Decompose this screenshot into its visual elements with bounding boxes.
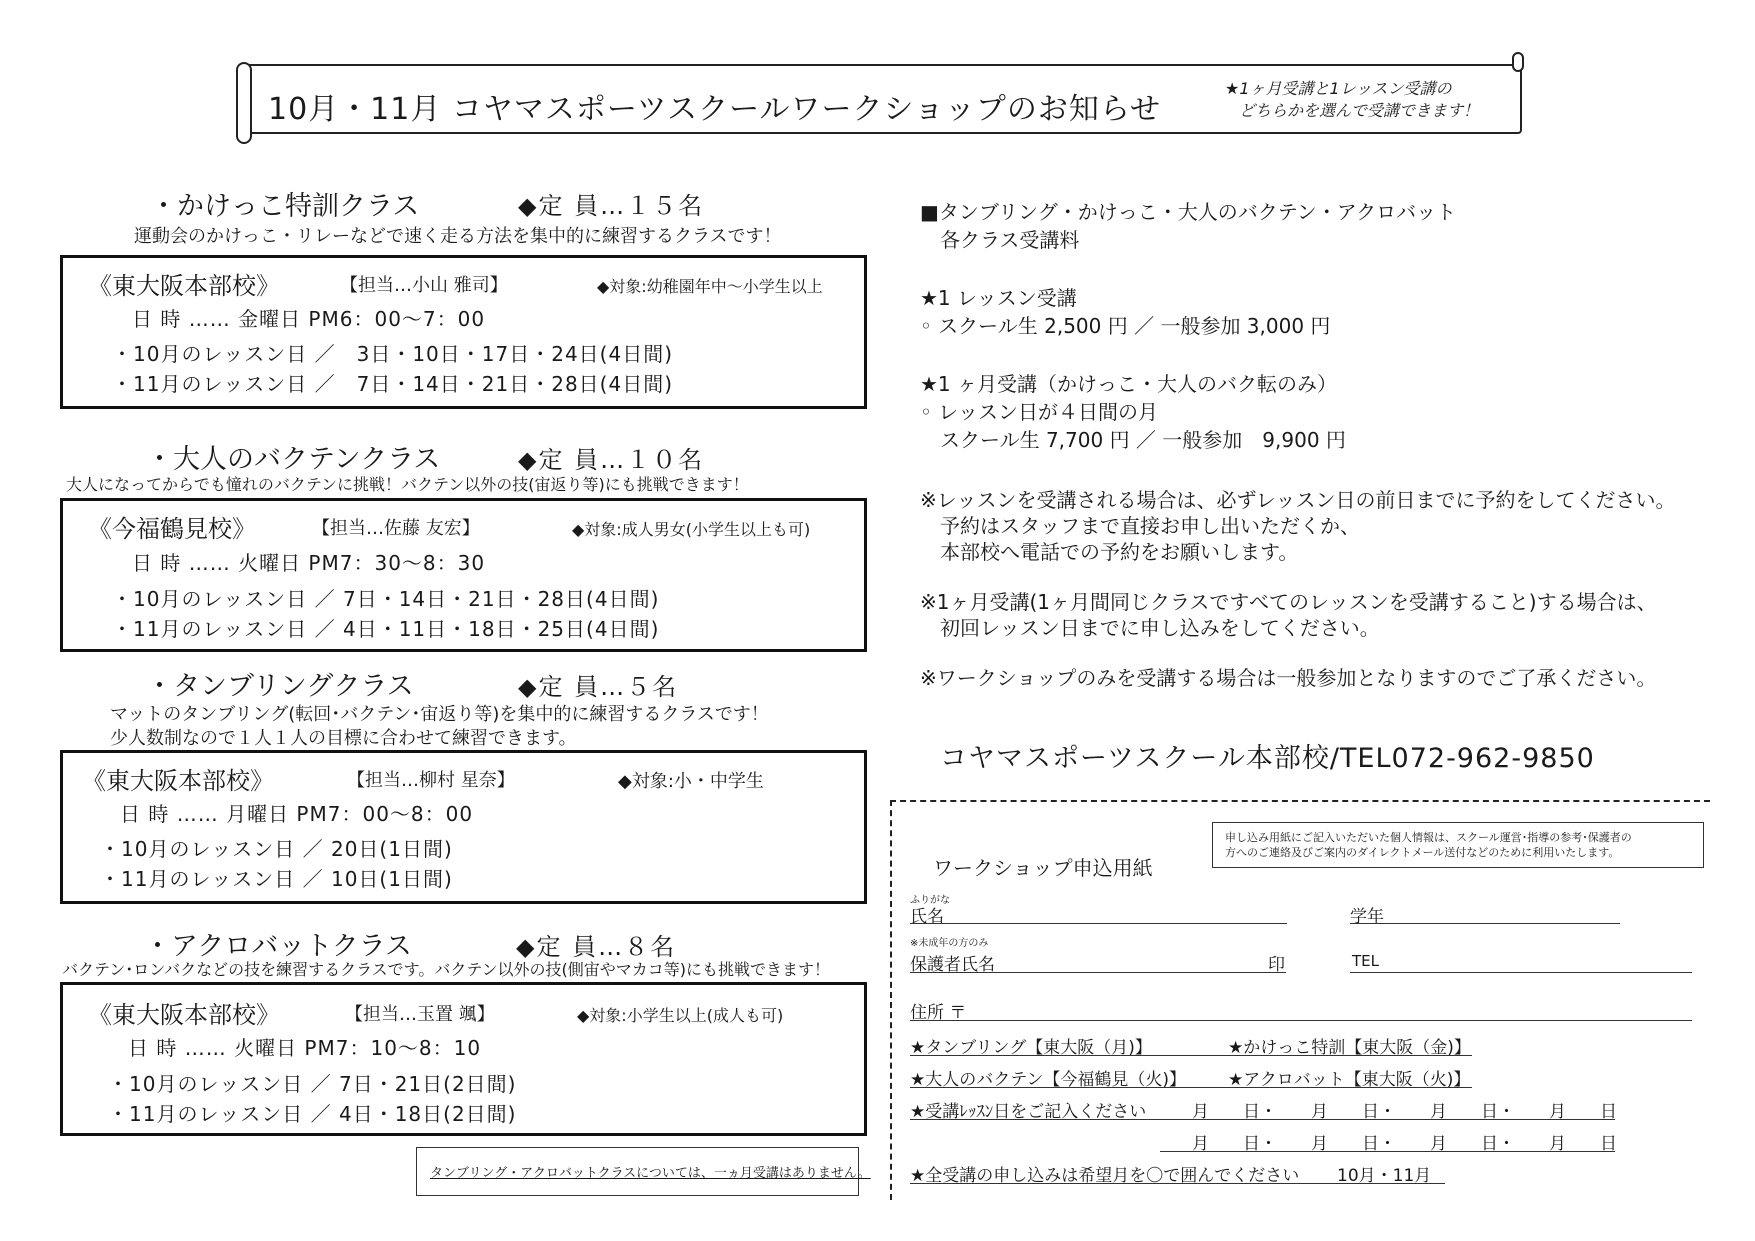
note-reservation-2: 予約はスタッフまで直接お申し出いただくか、 bbox=[940, 514, 1360, 538]
class-capacity-acrobat: ◆定 員…８名 bbox=[516, 933, 677, 961]
guardian-label: 保護者氏名 bbox=[910, 955, 995, 975]
form-title: ワークショップ申込用紙 bbox=[933, 856, 1153, 880]
scroll-roll-right bbox=[1512, 52, 1524, 72]
target-age: ◆対象:成人男女(小学生以上も可) bbox=[572, 520, 811, 539]
note-reservation-3: 本部校へ電話での予約をお願いします。 bbox=[940, 540, 1299, 564]
full-course-label: ★全受講の申し込みは希望月を〇で囲んでください bbox=[910, 1166, 1300, 1186]
note-monthly: ※1ヶ月受講(1ヶ月間同じクラスですべてのレッスンを受講すること)する場合は、 bbox=[920, 590, 1657, 614]
monthly-price: スクール生 7,700 円 ／ 一般参加 9,900 円 bbox=[940, 428, 1346, 452]
fee-heading: ■タンブリング・かけっこ・大人のバクテン・アクロバット bbox=[920, 200, 1457, 224]
tel-field[interactable] bbox=[1350, 972, 1692, 973]
teacher-name: 【担当…小山 雅司】 bbox=[340, 275, 508, 296]
furigana-label: ふりがな bbox=[910, 895, 950, 906]
seal-mark: 印 bbox=[1268, 955, 1285, 975]
target-age: ◆対象:幼稚園年中～小学生以上 bbox=[597, 277, 823, 296]
option-backflip[interactable]: ★大人のバクテン【今福鶴見（火)】 bbox=[910, 1070, 1187, 1090]
schedule-line: 日 時 …… 月曜日 PM7：00～8：00 bbox=[120, 802, 474, 826]
banner-note: ★1ヶ月受講と1レッスン受講の どちらかを選んで受講できます！ bbox=[1225, 79, 1480, 120]
october-lessons: ・10月のレッスン日 ／ 7日・14日・21日・28日(4日間) bbox=[112, 587, 660, 611]
monthly-condition: ◦ レッスン日が４日間の月 bbox=[920, 400, 1158, 424]
option-tumbling[interactable]: ★タンブリング【東大阪（月)】 bbox=[910, 1038, 1152, 1058]
single-lesson-title: ★1 レッスン受講 bbox=[920, 286, 1077, 310]
page-title: 10月・11月 コヤマスポーツスクールワークショップのお知らせ bbox=[268, 92, 1161, 127]
full-course-months[interactable]: 10月・11月 bbox=[1337, 1166, 1432, 1186]
grade-field[interactable] bbox=[1350, 923, 1620, 924]
name-field[interactable] bbox=[910, 923, 1287, 924]
november-lessons: ・11月のレッスン日 ／ 4日・18日(2日間) bbox=[108, 1102, 517, 1126]
address-field[interactable] bbox=[910, 1020, 1692, 1021]
class-title-acrobat: ・アクロバットクラス bbox=[144, 931, 412, 962]
teacher-name: 【担当…柳村 星奈】 bbox=[347, 770, 515, 791]
class-description-tumbling: マットのタンブリング(転回･バクテン･宙返り等)を集中的に練習するクラスです！ bbox=[110, 704, 769, 725]
school-name: 《東大阪本部校》 bbox=[88, 1001, 280, 1029]
lesson-days-underline-2 bbox=[1160, 1151, 1615, 1152]
privacy-text: 申し込み用紙にご記入いただいた個人情報は、スクール運営･指導の参考･保護者の 方へのご連絡及びご案内のダイレクトメール送付などのために利用いたします。 bbox=[1225, 831, 1632, 859]
note-monthly-2: 初回レッスン日までに申し込みをしてください。 bbox=[940, 616, 1380, 640]
teacher-name: 【担当…玉置 颯】 bbox=[345, 1004, 495, 1025]
options-underline-1 bbox=[910, 1055, 1472, 1056]
school-name: 《今福鶴見校》 bbox=[88, 515, 256, 543]
note-reservation: ※レッスンを受講される場合は、必ずレッスン日の前日までに予約をしてください。 bbox=[920, 488, 1676, 512]
option-acrobat[interactable]: ★アクロバット【東大阪（火)】 bbox=[1228, 1070, 1471, 1090]
address-label: 住所 〒 bbox=[910, 1003, 967, 1023]
full-course-underline bbox=[910, 1183, 1445, 1184]
grade-label: 学年 bbox=[1350, 907, 1384, 927]
lesson-days-underline-1 bbox=[910, 1119, 1615, 1120]
lesson-days-label: ★受講ﾚｯｽﾝ日をご記入ください bbox=[910, 1102, 1147, 1122]
scroll-roll-left bbox=[236, 62, 252, 144]
schedule-line: 日 時 …… 火曜日 PM7：10～8：10 bbox=[128, 1036, 482, 1060]
class-description-backflip: 大人になってからでも憧れのバクテンに挑戦！バクテン以外の技(宙返り等)にも挑戦できます！ bbox=[66, 475, 749, 494]
contact-line: コヤマスポーツスクール本部校/TEL072-962-9850 bbox=[940, 743, 1595, 774]
teacher-name: 【担当…佐藤 友宏】 bbox=[312, 518, 480, 539]
school-name: 《東大阪本部校》 bbox=[88, 272, 280, 300]
november-lessons: ・11月のレッスン日 ／ 7日・14日・21日・28日(4日間) bbox=[112, 372, 674, 396]
note-general: ※ワークショップのみを受講する場合は一般参加となりますのでご了承ください。 bbox=[920, 666, 1657, 690]
name-label: 氏名 bbox=[910, 907, 944, 927]
monthly-title: ★1 ヶ月受講（かけっこ・大人のバク転のみ） bbox=[920, 372, 1338, 396]
options-underline-2 bbox=[910, 1087, 1472, 1088]
single-lesson-price: ◦ スクール生 2,500 円 ／ 一般参加 3,000 円 bbox=[920, 314, 1331, 338]
october-lessons: ・10月のレッスン日 ／ 7日・21日(2日間) bbox=[108, 1072, 517, 1096]
november-lessons: ・11月のレッスン日 ／ 10日(1日間) bbox=[100, 867, 453, 891]
class-description-tumbling-2: 少人数制なので１人１人の目標に合わせて練習できます。 bbox=[110, 728, 577, 749]
cut-line-vertical bbox=[890, 800, 892, 1200]
target-age: ◆対象:小・中学生 bbox=[618, 771, 764, 792]
class-title-backflip: ・大人のバクテンクラス bbox=[146, 444, 441, 475]
class-title-kakekko: ・かけっこ特訓クラス bbox=[150, 191, 420, 222]
school-name: 《東大阪本部校》 bbox=[82, 767, 274, 795]
class-capacity-tumbling: ◆定 員…５名 bbox=[518, 673, 679, 701]
october-lessons: ・10月のレッスン日 ／ 3日・10日・17日・24日(4日間) bbox=[112, 342, 674, 366]
lesson-days-row-2[interactable]: 月 日・ 月 日・ 月 日・ 月 日 bbox=[1192, 1134, 1617, 1154]
schedule-line: 日 時 …… 火曜日 PM7：30～8：30 bbox=[132, 551, 486, 575]
minor-only-note: ※未成年の方のみ bbox=[910, 938, 989, 949]
target-age: ◆対象:小学生以上(成人も可) bbox=[577, 1006, 784, 1025]
tel-label: TEL bbox=[1352, 952, 1379, 970]
class-description-kakekko: 運動会のかけっこ・リレーなどで速く走る方法を集中的に練習するクラスです！ bbox=[134, 226, 782, 247]
class-capacity-kakekko: ◆定 員…１５名 bbox=[518, 192, 705, 220]
guardian-field[interactable] bbox=[910, 972, 1286, 973]
class-title-tumbling: ・タンブリングクラス bbox=[146, 671, 414, 702]
november-lessons: ・11月のレッスン日 ／ 4日・11日・18日・25日(4日間) bbox=[112, 617, 660, 641]
cut-line-horizontal bbox=[890, 800, 1710, 802]
schedule-line: 日 時 …… 金曜日 PM6：00～7：00 bbox=[132, 307, 486, 331]
notice-text: タンブリング・アクロバットクラスについては、一ヵ月受講はありません。 bbox=[430, 1166, 871, 1181]
october-lessons: ・10月のレッスン日 ／ 20日(1日間) bbox=[100, 837, 453, 861]
lesson-days-row-1[interactable]: 月 日・ 月 日・ 月 日・ 月 日 bbox=[1192, 1102, 1617, 1122]
class-capacity-backflip: ◆定 員…１０名 bbox=[518, 446, 705, 474]
class-description-acrobat: バクテン･ロンバクなどの技を練習するクラスです。バクテン以外の技(側宙やマカコ等)にも挑戦できます！ bbox=[62, 960, 831, 979]
option-kakekko[interactable]: ★かけっこ特訓【東大阪（金)】 bbox=[1228, 1038, 1471, 1058]
fee-subheading: 各クラス受講料 bbox=[940, 228, 1080, 252]
